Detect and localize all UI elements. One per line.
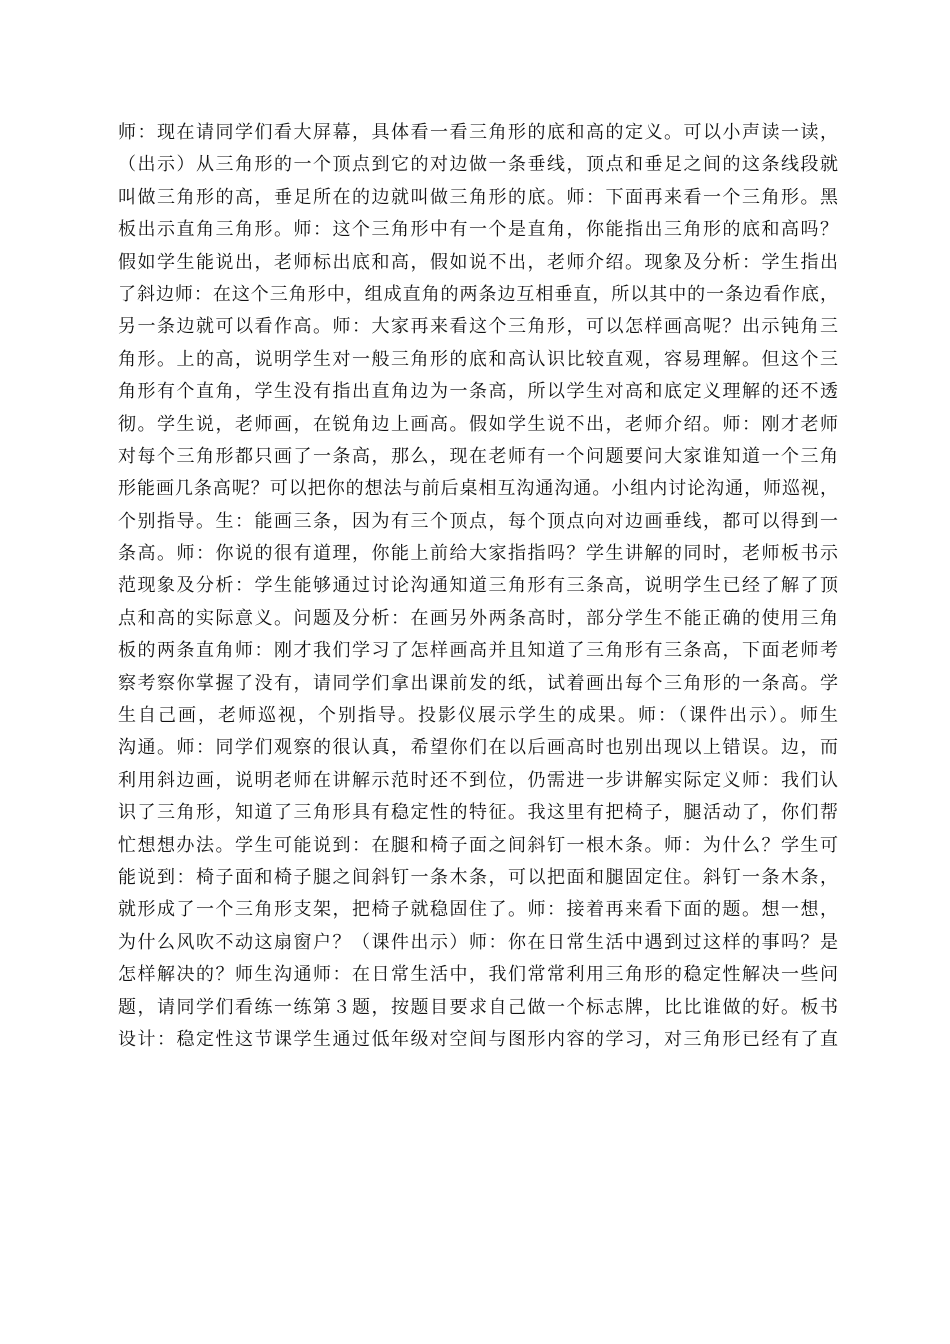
text-line: 另一条边就可以看作高。师：大家再来看这个三角形，可以怎样画高呢？出示钝角三 bbox=[118, 316, 838, 338]
text-line: 条高。师：你说的很有道理，你能上前给大家指指吗？学生讲解的同时，老师板书示 bbox=[118, 543, 838, 565]
text-line: （出示）从三角形的一个顶点到它的对边做一条垂线，顶点和垂足之间的这条线段就 bbox=[118, 154, 838, 176]
text-line: 假如学生能说出，老师标出底和高，假如说不出，老师介绍。现象及分析：学生指出 bbox=[118, 251, 838, 273]
text-line: 怎样解决的？师生沟通师：在日常生活中，我们常常利用三角形的稳定性解决一些问 bbox=[118, 964, 838, 986]
text-line: 个别指导。生：能画三条，因为有三个顶点，每个顶点向对边画垂线，都可以得到一 bbox=[118, 510, 838, 532]
text-line: 生自己画，老师巡视，个别指导。投影仪展示学生的成果。师：（课件出示）。师生 bbox=[118, 705, 838, 727]
text-line: 范现象及分析：学生能够通过讨论沟通知道三角形有三条高，说明学生已经了解了顶 bbox=[118, 575, 838, 597]
text-line: 忙想想办法。学生可能说到：在腿和椅子面之间斜钉一根木条。师：为什么？学生可 bbox=[118, 834, 838, 856]
text-line: 察考察你掌握了没有，请同学们拿出课前发的纸，试着画出每个三角形的一条高。学 bbox=[118, 672, 838, 694]
text-line: 角形。上的高，说明学生对一般三角形的底和高认识比较直观，容易理解。但这个三 bbox=[118, 348, 838, 370]
text-line: 能说到：椅子面和椅子腿之间斜钉一条木条，可以把面和腿固定住。斜钉一条木条， bbox=[118, 866, 838, 888]
body-text bbox=[118, 117, 838, 1056]
text-line: 沟通。师：同学们观察的很认真，希望你们在以后画高时也别出现以上错误。边，而 bbox=[118, 737, 838, 759]
text-line: 师：现在请同学们看大屏幕，具体看一看三角形的底和高的定义。可以小声读一读， bbox=[118, 122, 838, 143]
text-line: 彻。学生说，老师画，在锐角边上画高。假如学生说不出，老师介绍。师：刚才老师 bbox=[118, 413, 838, 435]
text-line: 叫做三角形的高，垂足所在的边就叫做三角形的底。师：下面再来看一个三角形。黑 bbox=[118, 186, 838, 208]
text-line: 板出示直角三角形。师：这个三角形中有一个是直角，你能指出三角形的底和高吗？ bbox=[118, 219, 838, 241]
text-line: 点和高的实际意义。问题及分析：在画另外两条高时，部分学生不能正确的使用三角 bbox=[118, 607, 838, 629]
text-line: 角形有个直角，学生没有指出直角边为一条高，所以学生对高和底定义理解的还不透 bbox=[118, 381, 838, 403]
text-line: 利用斜边画，说明老师在讲解示范时还不到位，仍需进一步讲解实际定义师：我们认 bbox=[118, 769, 838, 791]
text-line: 就形成了一个三角形支架，把椅子就稳固住了。师：接着再来看下面的题。想一想， bbox=[118, 899, 838, 921]
text-line: 识了三角形，知道了三角形具有稳定性的特征。我这里有把椅子，腿活动了，你们帮 bbox=[118, 802, 838, 824]
text-line: 板的两条直角师：刚才我们学习了怎样画高并且知道了三角形有三条高，下面老师考 bbox=[118, 640, 838, 662]
text-line: 了斜边师：在这个三角形中，组成直角的两条边互相垂直，所以其中的一条边看作底， bbox=[118, 283, 838, 305]
text-line: 形能画几条高呢？可以把你的想法与前后桌相互沟通沟通。小组内讨论沟通，师巡视， bbox=[118, 478, 838, 500]
text-line: 题，请同学们看练一练第３题，按题目要求自己做一个标志牌，比比谁做的好。板书 bbox=[118, 996, 838, 1018]
text-line: 为什么风吹不动这扇窗户？（课件出示）师：你在日常生活中遇到过这样的事吗？是 bbox=[118, 931, 838, 953]
text-line: 设计：稳定性这节课学生通过低年级对空间与图形内容的学习，对三角形已经有了直 bbox=[118, 1028, 838, 1050]
text-line: 对每个三角形都只画了一条高，那么，现在老师有一个问题要问大家谁知道一个三角 bbox=[118, 445, 838, 467]
